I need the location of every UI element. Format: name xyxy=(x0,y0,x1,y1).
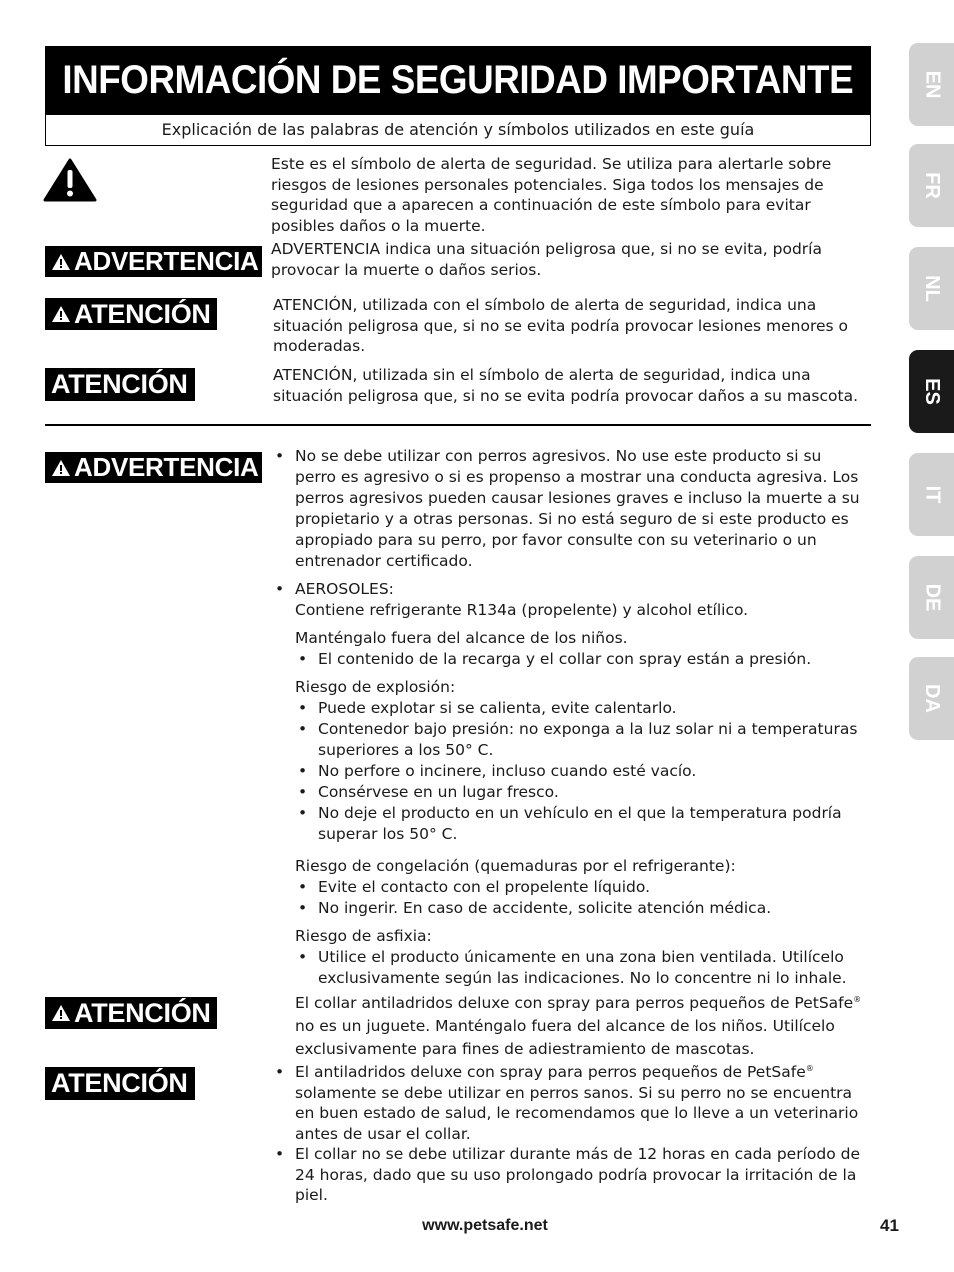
tab-es[interactable] xyxy=(909,350,954,433)
pressure-item: • El contenido de la recarga y el collar con spray están a presión. xyxy=(272,649,864,670)
explosion-item: • No perfore o incinere, incluso cuando esté vacío. xyxy=(272,761,864,782)
freeze-heading: Riesgo de congelación (quemaduras por el refrigerante): xyxy=(295,857,736,875)
usage-hours-caution: • El collar no se debe utilizar durante más de 12 horas en cada período de 24 horas, dado que su uso prolongado podría provocar la irritación de la piel. xyxy=(272,1144,864,1206)
footer-url[interactable]: www.petsafe.net xyxy=(422,1217,548,1234)
atencion-without-symbol-definition: ATENCIÓN, utilizada sin el símbolo de alerta de seguridad, indica una situación peligrosa que, si no se evita podría provocar daños a su mascota. xyxy=(273,366,859,405)
not-a-toy-text: El collar antiladridos deluxe con spray para perros pequeños de PetSafe xyxy=(295,994,854,1012)
not-a-toy-text-rest: no es un juguete. Manténgalo fuera del alcance de los niños. Utilícelo exclusivamente para fines de adiestramiento de mascotas. xyxy=(295,1017,835,1058)
pet-caution-section-label xyxy=(45,1067,195,1100)
advertencia-label xyxy=(45,246,262,277)
freeze-item: • Evite el contacto con el propelente líquido. xyxy=(272,877,864,898)
page-number: 41 xyxy=(880,1216,899,1235)
asphyxia-heading: Riesgo de asfixia: xyxy=(295,927,432,945)
explosion-item: • No deje el producto en un vehículo en el que la temperatura podría superar los 50° C. xyxy=(272,803,864,845)
page-title: INFORMACIÓN DE SEGURIDAD IMPORTANTE xyxy=(62,58,854,102)
asphyxia-item: • Utilice el producto únicamente en una zona bien ventilada. Utilícelo exclusivamente según las indicaciones. No lo concentre ni lo inhale. xyxy=(272,947,864,989)
freeze-item: • No ingerir. En caso de accidente, solicite atención médica. xyxy=(272,898,864,919)
atencion-with-symbol-definition: ATENCIÓN, utilizada con el símbolo de alerta de seguridad, indica una situación peligrosa que, si no se evita podría provocar lesiones menores o moderadas. xyxy=(273,296,848,355)
registered-mark: ® xyxy=(853,995,862,1004)
subtitle: Explicación de las palabras de atención y símbolos utilizados en este guía xyxy=(45,115,871,146)
explosion-item: • Consérvese en un lugar fresco. xyxy=(272,782,864,803)
healthy-dogs-caution xyxy=(272,1062,864,1144)
keep-away-children: Manténgalo fuera del alcance de los niños. xyxy=(295,629,628,647)
tab-de-label: DE xyxy=(920,583,943,612)
tab-nl[interactable] xyxy=(909,247,954,330)
explosion-heading: Riesgo de explosión: xyxy=(295,678,456,696)
atencion-symbol-label xyxy=(45,298,217,330)
caution-section-label-text: ATENCIÓN xyxy=(74,997,211,1028)
pet-caution-section-label-text: ATENCIÓN xyxy=(51,1068,188,1098)
advertencia-label-text: ADVERTENCIA xyxy=(74,246,259,276)
atencion-symbol-label-text: ATENCIÓN xyxy=(74,298,211,329)
explosion-item: • Puede explotar si se calienta, evite calentarlo. xyxy=(272,698,864,719)
healthy-dogs-text: El antiladridos deluxe con spray para perros pequeños de PetSafe xyxy=(295,1063,806,1081)
tab-es-label: ES xyxy=(921,378,943,405)
safety-content xyxy=(272,446,864,1206)
advertencia-definition: ADVERTENCIA indica una situación peligrosa que, si no se evita, podría provocar la muerte o daños serios. xyxy=(271,240,822,279)
warning-triangle-icon xyxy=(51,305,71,323)
tab-en-label: EN xyxy=(920,70,943,99)
aerosols-contents: Contiene refrigerante R134a (propelente) y alcohol etílico. xyxy=(295,601,749,619)
tab-da[interactable] xyxy=(909,657,954,740)
explosion-item: • Contenedor bajo presión: no exponga a la luz solar ni a temperaturas superiores a los 50° C. xyxy=(272,719,864,761)
warning-triangle-icon xyxy=(51,459,71,477)
atencion-label xyxy=(45,368,195,401)
atencion-label-text: ATENCIÓN xyxy=(51,369,188,399)
tab-it-label: IT xyxy=(921,485,943,504)
aerosols-heading: • AEROSOLES: xyxy=(272,579,864,600)
healthy-dogs-text-rest: solamente se debe utilizar en perros sanos. Si su perro no se encuentra en buen estado de salud, le recomendamos que lo lleve a un veterinario antes de usar el collar. xyxy=(295,1083,859,1143)
registered-mark: ® xyxy=(805,1064,814,1073)
tab-en[interactable] xyxy=(909,43,954,126)
tab-nl-label: NL xyxy=(920,275,943,302)
title-bar xyxy=(45,46,871,115)
warning-triangle-icon xyxy=(51,1004,71,1022)
aggressive-dogs-warning: • No se debe utilizar con perros agresivos. No use este producto si su perro es agresivo o si es propenso a mostrar una conducta agresiva. Los perros agresivos pueden causar lesiones graves e incluso la muerte a su propietario y a otras personas. Si no está seguro de si este producto es apropiado para su perro, por favor consulte con su veterinario o un entrenador certificado. xyxy=(272,446,864,572)
caution-section-label xyxy=(45,997,217,1029)
tab-fr[interactable] xyxy=(909,144,954,227)
warning-triangle-icon xyxy=(51,253,71,271)
safety-alert-icon xyxy=(43,158,97,202)
warning-section-label-text: ADVERTENCIA xyxy=(74,452,259,482)
tab-da-label: DA xyxy=(920,684,943,713)
alert-symbol-definition: Este es el símbolo de alerta de seguridad. Se utiliza para alertarle sobre riesgos de lesiones personales potenciales. Siga todos los mensajes de seguridad que a aparecen a continuación de este símbolo para evitar posibles daños o la muerte. xyxy=(271,155,832,235)
tab-de[interactable] xyxy=(909,556,954,639)
warning-section-label xyxy=(45,452,262,483)
section-divider xyxy=(45,424,871,426)
tab-fr-label: FR xyxy=(920,172,943,199)
tab-it[interactable] xyxy=(909,453,954,536)
not-a-toy-caution xyxy=(272,992,864,1061)
